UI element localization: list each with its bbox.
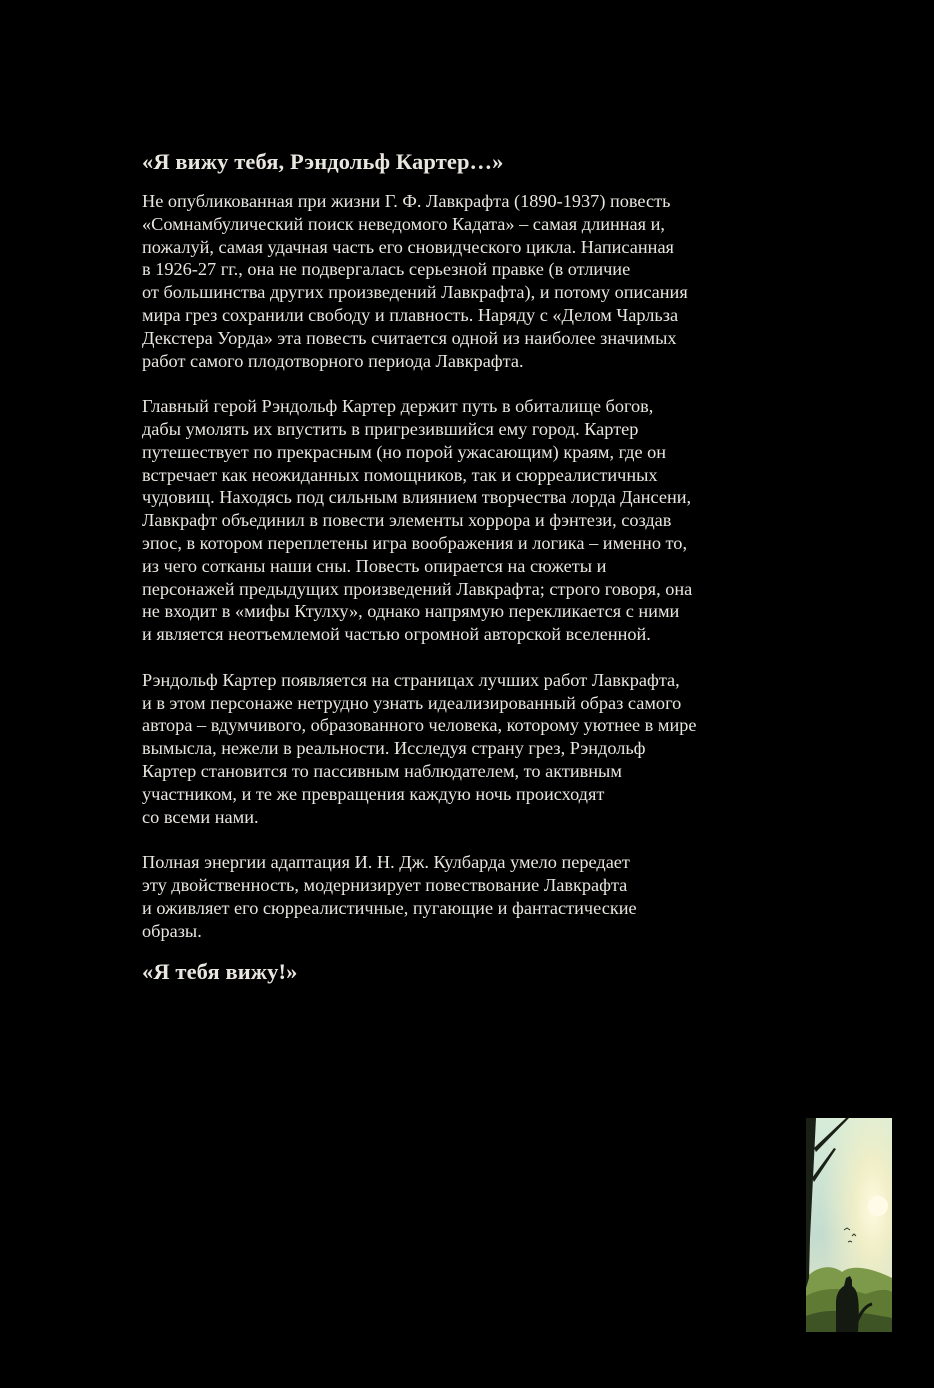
landscape-illustration-svg [806, 1118, 892, 1332]
heading-top: «Я вижу тебя, Рэндольф Картер…» [142, 149, 504, 174]
text-line: и в этом персонаже нетрудно узнать идеализированный образ самого [142, 692, 682, 713]
text-line: из чего сотканы наши сны. Повесть опирается на сюжеты и [142, 555, 607, 576]
text-line: чудовищ. Находясь под сильным влиянием творчества лорда Дансени, [142, 487, 692, 508]
paragraph-1 [142, 190, 792, 372]
landscape-illustration [806, 1118, 892, 1332]
text-line: работ самого плодотворного периода Лавкрафта. [142, 350, 524, 371]
text-line: Не опубликованная при жизни Г. Ф. Лавкрафта (1890-1937) повесть [142, 191, 671, 211]
blurb-text-block [142, 146, 792, 1000]
paragraph-4 [142, 851, 792, 942]
text-line: эпос, в котором переплетены игра воображения и логика – именно то, [142, 532, 688, 553]
text-line: вымысла, нежели в реальности. Исследуя страну грез, Рэндольф [142, 738, 646, 759]
text-line: мира грез сохранили свободу и плавность. Наряду с «Делом Чарльза [142, 304, 679, 325]
heading-bottom: «Я тебя вижу!» [142, 959, 298, 985]
sun [868, 1196, 888, 1216]
text-line: путешествует по прекрасным (но порой ужасающим) краям, где он [142, 441, 667, 462]
text-line: Главный герой Рэндольф Картер держит путь в обиталище богов, [142, 396, 654, 417]
text-line: дабы умолять их впустить в пригрезившийся ему город. Картер [142, 418, 639, 439]
text-line: персонажей предыдущих произведений Лавкрафта; строго говоря, она [142, 578, 693, 599]
text-line: со всеми нами. [142, 806, 259, 827]
text-line: участником, и те же превращения каждую ночь происходят [142, 783, 605, 804]
text-line: Рэндольф Картер появляется на страницах лучших работ Лавкрафта, [142, 669, 680, 690]
text-line: Полная энергии адаптация И. Н. Дж. Кулбарда умело передает [142, 852, 630, 873]
text-line: Лавкрафт объединил в повести элементы хоррора и фэнтези, создав [142, 510, 672, 531]
text-line: «Сомнамбулический поиск неведомого Кадата» – самая длинная и, [142, 213, 665, 234]
text-line: в 1926-27 гг., она не подвергалась серьезной правке (в отличие [142, 259, 631, 280]
text-line: образы. [142, 920, 202, 941]
text-line: встречает как неожиданных помощников, так и сюрреалистичных [142, 464, 658, 485]
paragraph-3 [142, 669, 792, 829]
text-line: эту двойственность, модернизирует повествование Лавкрафта [142, 874, 628, 895]
text-line: Декстера Уорда» эта повесть считается одной из наиболее значимых [142, 327, 677, 348]
text-line: автора – вдумчивого, образованного человека, которому уютнее в мире [142, 715, 697, 736]
text-line: и является неотъемлемой частью огромной авторской вселенной. [142, 624, 651, 645]
paragraph-2 [142, 395, 792, 646]
text-line: пожалуй, самая удачная часть его сновидческого цикла. Написанная [142, 236, 674, 257]
text-line: от большинства других произведений Лавкрафта), и потому описания [142, 282, 688, 303]
text-line: не входит в «мифы Ктулху», однако напрямую перекликается с ними [142, 601, 680, 622]
text-line: Картер становится то пассивным наблюдателем, то активным [142, 760, 622, 781]
text-line: и оживляет его сюрреалистичные, пугающие и фантастические [142, 897, 637, 918]
